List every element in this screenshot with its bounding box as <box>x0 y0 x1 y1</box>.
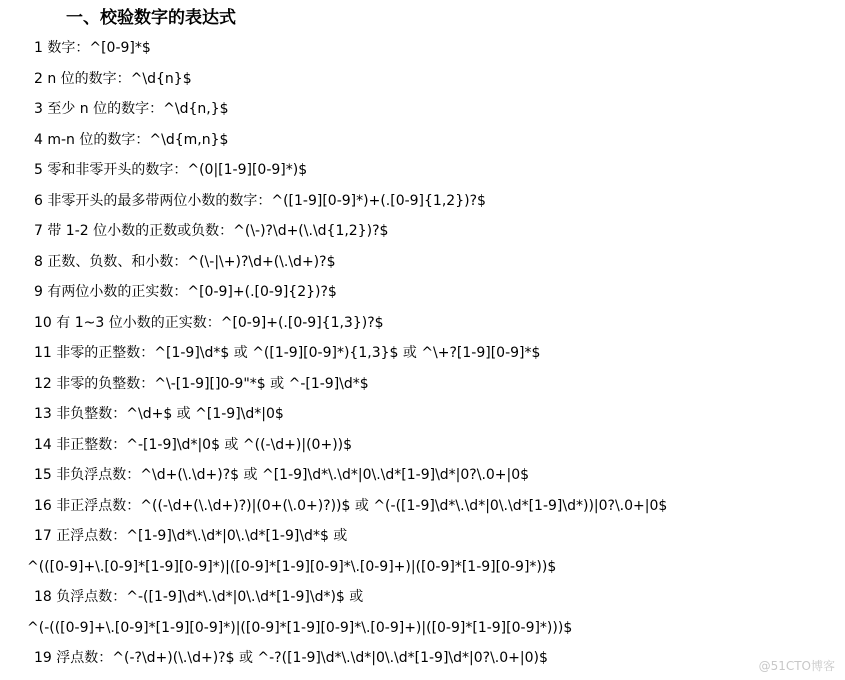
regex-line: 5 零和非零开头的数字：^(0|[1-9][0-9]*)$ <box>34 162 308 178</box>
section-title: 一、校验数字的表达式 <box>66 8 236 28</box>
regex-line: 17 正浮点数：^[1-9]\d*\.\d*|0\.\d*[1-9]\d*$ 或 <box>34 528 348 544</box>
regex-line: 1 数字：^[0-9]*$ <box>34 40 151 56</box>
regex-line: 12 非零的负整数：^\-[1-9][]0-9"*$ 或 ^-[1-9]\d*$ <box>34 375 369 392</box>
regex-line: 6 非零开头的最多带两位小数的数字：^([1-9][0-9]*)+(.[0-9]{1,2})?$ <box>34 192 486 209</box>
regex-line: 19 浮点数：^(-?\d+)(\.\d+)?$ 或 ^-?([1-9]\d*\.\d*|0\.\d*[1-9]\d*|0?\.0+|0)$ <box>34 650 548 666</box>
regex-line: 4 m-n 位的数字：^\d{m,n}$ <box>34 131 229 148</box>
regex-line: 9 有两位小数的正实数：^[0-9]+(.[0-9]{2})?$ <box>34 284 337 300</box>
regex-line: 14 非正整数：^-[1-9]\d*|0$ 或 ^((-\d+)|(0+))$ <box>34 436 353 453</box>
regex-line: 11 非零的正整数：^[1-9]\d*$ 或 ^([1-9][0-9]*){1,3}$ 或 ^\+?[1-9][0-9]*$ <box>34 345 541 361</box>
regex-line-continuation: ^(-(([0-9]+\.[0-9]*[1-9][0-9]*)|([0-9]*[1-9][0-9]*\.[0-9]+)|([0-9]*[1-9][0-9]*)))$ <box>27 619 573 636</box>
watermark: @51CTO博客 <box>758 659 835 673</box>
regex-line: 8 正数、负数、和小数：^(\-|\+)?\d+(\.\d+)?$ <box>34 253 336 270</box>
regex-line-continuation: ^(([0-9]+\.[0-9]*[1-9][0-9]*)|([0-9]*[1-9][0-9]*\.[0-9]+)|([0-9]*[1-9][0-9]*))$ <box>27 558 557 575</box>
regex-line: 10 有 1~3 位小数的正实数：^[0-9]+(.[0-9]{1,3})?$ <box>34 314 384 331</box>
regex-line: 3 至少 n 位的数字：^\d{n,}$ <box>34 101 229 117</box>
regex-line: 2 n 位的数字：^\d{n}$ <box>34 70 192 87</box>
regex-line: 7 带 1-2 位小数的正数或负数：^(\-)?\d+(\.\d{1,2})?$ <box>34 223 389 239</box>
regex-line: 18 负浮点数：^-([1-9]\d*\.\d*|0\.\d*[1-9]\d*)$ 或 <box>34 589 364 605</box>
regex-line: 13 非负整数：^\d+$ 或 ^[1-9]\d*|0$ <box>34 406 284 422</box>
regex-line: 15 非负浮点数：^\d+(\.\d+)?$ 或 ^[1-9]\d*\.\d*|0\.\d*[1-9]\d*|0?\.0+|0$ <box>34 467 530 483</box>
regex-line: 16 非正浮点数：^((-\d+(\.\d+)?)|(0+(\.0+)?))$ 或 ^(-([1-9]\d*\.\d*|0\.\d*[1-9]\d*))|0?\.0+|0$ <box>34 497 668 514</box>
